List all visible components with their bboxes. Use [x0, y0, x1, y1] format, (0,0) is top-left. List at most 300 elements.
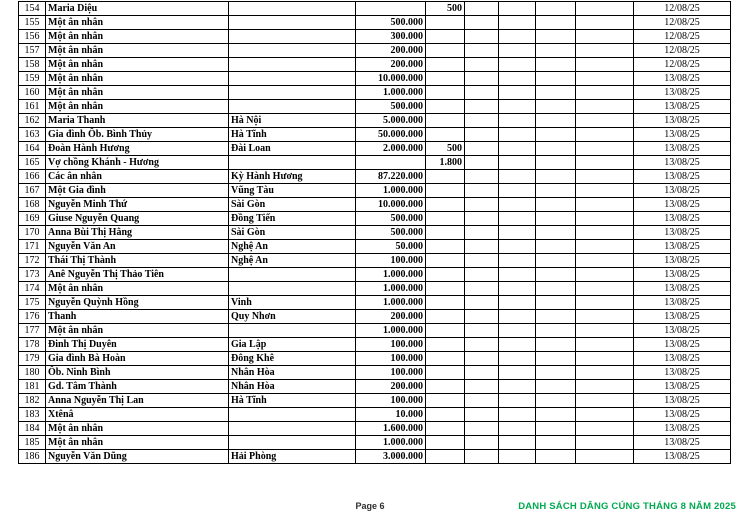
- donor-name-cell: Một Gia đình: [46, 184, 229, 198]
- location-cell: Nghệ An: [229, 254, 356, 268]
- amount-vnd-cell: 200.000: [356, 310, 426, 324]
- row-number-cell: 170: [19, 226, 46, 240]
- row-number-cell: 169: [19, 212, 46, 226]
- empty-cell: [499, 282, 536, 296]
- empty-cell: [536, 310, 576, 324]
- empty-cell: [499, 114, 536, 128]
- amount-usd-cell: [426, 240, 465, 254]
- amount-vnd-cell: 100.000: [356, 352, 426, 366]
- empty-cell: [465, 212, 499, 226]
- empty-cell: [499, 394, 536, 408]
- donor-name-cell: Đoàn Hành Hương: [46, 142, 229, 156]
- empty-cell: [576, 2, 634, 16]
- amount-usd-cell: [426, 58, 465, 72]
- amount-vnd-cell: 200.000: [356, 58, 426, 72]
- amount-vnd-cell: 1.000.000: [356, 184, 426, 198]
- date-cell: 12/08/25: [634, 44, 731, 58]
- empty-cell: [576, 100, 634, 114]
- empty-cell: [536, 114, 576, 128]
- donor-name-cell: Một ân nhân: [46, 436, 229, 450]
- empty-cell: [465, 86, 499, 100]
- row-number-cell: 179: [19, 352, 46, 366]
- donor-name-cell: Một ân nhân: [46, 30, 229, 44]
- amount-usd-cell: [426, 436, 465, 450]
- empty-cell: [576, 254, 634, 268]
- empty-cell: [465, 226, 499, 240]
- date-cell: 13/08/25: [634, 380, 731, 394]
- empty-cell: [576, 450, 634, 464]
- location-cell: [229, 268, 356, 282]
- empty-cell: [499, 450, 536, 464]
- donor-name-cell: Nguyễn Minh Thứ: [46, 198, 229, 212]
- row-number-cell: 178: [19, 338, 46, 352]
- empty-cell: [536, 408, 576, 422]
- empty-cell: [465, 422, 499, 436]
- location-cell: Sài Gòn: [229, 198, 356, 212]
- empty-cell: [576, 128, 634, 142]
- amount-usd-cell: [426, 310, 465, 324]
- empty-cell: [465, 30, 499, 44]
- empty-cell: [536, 422, 576, 436]
- table-row: [19, 16, 731, 30]
- donor-name-cell: Thanh: [46, 310, 229, 324]
- amount-vnd-cell: 500.000: [356, 212, 426, 226]
- empty-cell: [499, 2, 536, 16]
- row-number-cell: 180: [19, 366, 46, 380]
- empty-cell: [536, 184, 576, 198]
- empty-cell: [576, 156, 634, 170]
- row-number-cell: 172: [19, 254, 46, 268]
- date-cell: 13/08/25: [634, 170, 731, 184]
- table-row: [19, 282, 731, 296]
- empty-cell: [576, 436, 634, 450]
- empty-cell: [465, 72, 499, 86]
- donor-name-cell: Một ân nhân: [46, 282, 229, 296]
- donor-name-cell: Một ân nhân: [46, 44, 229, 58]
- location-cell: [229, 408, 356, 422]
- empty-cell: [536, 86, 576, 100]
- donor-name-cell: Gia đình Bà Hoàn: [46, 352, 229, 366]
- date-cell: 13/08/25: [634, 114, 731, 128]
- empty-cell: [499, 128, 536, 142]
- donor-name-cell: Các ân nhân: [46, 170, 229, 184]
- empty-cell: [536, 212, 576, 226]
- date-cell: 13/08/25: [634, 422, 731, 436]
- empty-cell: [465, 2, 499, 16]
- empty-cell: [576, 86, 634, 100]
- empty-cell: [499, 198, 536, 212]
- table-row: [19, 170, 731, 184]
- table-row: [19, 422, 731, 436]
- empty-cell: [536, 380, 576, 394]
- empty-cell: [576, 310, 634, 324]
- empty-cell: [465, 170, 499, 184]
- empty-cell: [576, 352, 634, 366]
- amount-vnd-cell: 87.220.000: [356, 170, 426, 184]
- amount-usd-cell: [426, 296, 465, 310]
- empty-cell: [465, 450, 499, 464]
- empty-cell: [536, 100, 576, 114]
- row-number-cell: 175: [19, 296, 46, 310]
- amount-usd-cell: 500: [426, 2, 465, 16]
- empty-cell: [499, 436, 536, 450]
- location-cell: Sài Gòn: [229, 226, 356, 240]
- empty-cell: [576, 198, 634, 212]
- amount-vnd-cell: 50.000.000: [356, 128, 426, 142]
- date-cell: 13/08/25: [634, 254, 731, 268]
- donor-name-cell: Một ân nhân: [46, 72, 229, 86]
- row-number-cell: 174: [19, 282, 46, 296]
- empty-cell: [576, 72, 634, 86]
- amount-vnd-cell: 100.000: [356, 394, 426, 408]
- date-cell: 13/08/25: [634, 184, 731, 198]
- amount-usd-cell: [426, 212, 465, 226]
- empty-cell: [536, 366, 576, 380]
- date-cell: 13/08/25: [634, 324, 731, 338]
- table-row: [19, 128, 731, 142]
- row-number-cell: 158: [19, 58, 46, 72]
- empty-cell: [536, 240, 576, 254]
- empty-cell: [576, 16, 634, 30]
- amount-vnd-cell: 1.600.000: [356, 422, 426, 436]
- row-number-cell: 159: [19, 72, 46, 86]
- date-cell: 13/08/25: [634, 268, 731, 282]
- amount-vnd-cell: 1.000.000: [356, 296, 426, 310]
- empty-cell: [576, 184, 634, 198]
- date-cell: 13/08/25: [634, 128, 731, 142]
- empty-cell: [499, 338, 536, 352]
- empty-cell: [465, 156, 499, 170]
- donor-name-cell: Gd. Tâm Thành: [46, 380, 229, 394]
- amount-vnd-cell: 1.000.000: [356, 268, 426, 282]
- empty-cell: [576, 380, 634, 394]
- empty-cell: [536, 2, 576, 16]
- empty-cell: [536, 450, 576, 464]
- table-row: [19, 450, 731, 464]
- location-cell: [229, 72, 356, 86]
- empty-cell: [536, 268, 576, 282]
- amount-vnd-cell: 1.000.000: [356, 324, 426, 338]
- empty-cell: [536, 142, 576, 156]
- amount-usd-cell: [426, 100, 465, 114]
- empty-cell: [536, 282, 576, 296]
- table-row: [19, 296, 731, 310]
- row-number-cell: 171: [19, 240, 46, 254]
- amount-vnd-cell: 500.000: [356, 226, 426, 240]
- empty-cell: [499, 352, 536, 366]
- table-row: [19, 324, 731, 338]
- empty-cell: [465, 366, 499, 380]
- date-cell: 13/08/25: [634, 142, 731, 156]
- amount-usd-cell: 500: [426, 142, 465, 156]
- empty-cell: [576, 422, 634, 436]
- empty-cell: [499, 16, 536, 30]
- date-cell: 12/08/25: [634, 58, 731, 72]
- empty-cell: [536, 226, 576, 240]
- empty-cell: [465, 324, 499, 338]
- location-cell: Hà Tĩnh: [229, 128, 356, 142]
- donor-name-cell: Một ân nhân: [46, 86, 229, 100]
- location-cell: [229, 156, 356, 170]
- amount-vnd-cell: 200.000: [356, 380, 426, 394]
- row-number-cell: 162: [19, 114, 46, 128]
- table-row: [19, 30, 731, 44]
- amount-usd-cell: [426, 380, 465, 394]
- donation-table: [18, 1, 731, 464]
- empty-cell: [499, 296, 536, 310]
- location-cell: Kỳ Hành Hương: [229, 170, 356, 184]
- empty-cell: [499, 44, 536, 58]
- empty-cell: [576, 30, 634, 44]
- amount-usd-cell: [426, 282, 465, 296]
- amount-vnd-cell: 100.000: [356, 338, 426, 352]
- empty-cell: [499, 226, 536, 240]
- date-cell: 13/08/25: [634, 408, 731, 422]
- amount-usd-cell: [426, 324, 465, 338]
- row-number-cell: 173: [19, 268, 46, 282]
- date-cell: 13/08/25: [634, 198, 731, 212]
- amount-usd-cell: [426, 268, 465, 282]
- row-number-cell: 165: [19, 156, 46, 170]
- location-cell: [229, 86, 356, 100]
- table-row: [19, 408, 731, 422]
- table-row: [19, 156, 731, 170]
- donor-name-cell: Anê Nguyễn Thị Thảo Tiên: [46, 268, 229, 282]
- row-number-cell: 177: [19, 324, 46, 338]
- row-number-cell: 166: [19, 170, 46, 184]
- donor-name-cell: Thái Thị Thành: [46, 254, 229, 268]
- empty-cell: [576, 142, 634, 156]
- amount-vnd-cell: 5.000.000: [356, 114, 426, 128]
- row-number-cell: 168: [19, 198, 46, 212]
- donor-name-cell: Ôb. Ninh Bình: [46, 366, 229, 380]
- table-row: [19, 184, 731, 198]
- date-cell: 13/08/25: [634, 282, 731, 296]
- empty-cell: [536, 254, 576, 268]
- empty-cell: [576, 114, 634, 128]
- empty-cell: [536, 436, 576, 450]
- empty-cell: [576, 296, 634, 310]
- table-row: [19, 44, 731, 58]
- amount-vnd-cell: 1.000.000: [356, 86, 426, 100]
- row-number-cell: 185: [19, 436, 46, 450]
- amount-usd-cell: [426, 198, 465, 212]
- date-cell: 13/08/25: [634, 394, 731, 408]
- location-cell: [229, 100, 356, 114]
- location-cell: [229, 30, 356, 44]
- empty-cell: [499, 142, 536, 156]
- row-number-cell: 160: [19, 86, 46, 100]
- amount-usd-cell: [426, 72, 465, 86]
- date-cell: 13/08/25: [634, 338, 731, 352]
- empty-cell: [465, 44, 499, 58]
- empty-cell: [465, 282, 499, 296]
- location-cell: [229, 422, 356, 436]
- table-row: [19, 380, 731, 394]
- empty-cell: [499, 254, 536, 268]
- empty-cell: [465, 296, 499, 310]
- table-row: [19, 72, 731, 86]
- empty-cell: [576, 282, 634, 296]
- amount-vnd-cell: 1.000.000: [356, 282, 426, 296]
- empty-cell: [576, 212, 634, 226]
- donor-name-cell: Xtênâ: [46, 408, 229, 422]
- empty-cell: [576, 240, 634, 254]
- empty-cell: [465, 184, 499, 198]
- amount-usd-cell: [426, 422, 465, 436]
- location-cell: [229, 16, 356, 30]
- empty-cell: [499, 268, 536, 282]
- empty-cell: [536, 16, 576, 30]
- table-row: [19, 100, 731, 114]
- row-number-cell: 167: [19, 184, 46, 198]
- amount-vnd-cell: 100.000: [356, 366, 426, 380]
- date-cell: 12/08/25: [634, 2, 731, 16]
- table-row: [19, 114, 731, 128]
- empty-cell: [499, 380, 536, 394]
- amount-vnd-cell: [356, 2, 426, 16]
- table-row: [19, 254, 731, 268]
- row-number-cell: 161: [19, 100, 46, 114]
- table-row: [19, 268, 731, 282]
- amount-vnd-cell: 500.000: [356, 16, 426, 30]
- table-row: [19, 142, 731, 156]
- table-row: [19, 58, 731, 72]
- empty-cell: [465, 198, 499, 212]
- amount-usd-cell: [426, 114, 465, 128]
- empty-cell: [536, 170, 576, 184]
- row-number-cell: 155: [19, 16, 46, 30]
- empty-cell: [465, 114, 499, 128]
- donor-name-cell: Một ân nhân: [46, 422, 229, 436]
- donor-name-cell: Maria Thanh: [46, 114, 229, 128]
- amount-vnd-cell: [356, 156, 426, 170]
- location-cell: [229, 2, 356, 16]
- location-cell: Hải Phòng: [229, 450, 356, 464]
- table-row: [19, 240, 731, 254]
- row-number-cell: 163: [19, 128, 46, 142]
- empty-cell: [465, 338, 499, 352]
- table-row: [19, 86, 731, 100]
- amount-vnd-cell: 3.000.000: [356, 450, 426, 464]
- table-row: [19, 394, 731, 408]
- amount-usd-cell: [426, 128, 465, 142]
- row-number-cell: 176: [19, 310, 46, 324]
- donor-name-cell: Maria Diệu: [46, 2, 229, 16]
- amount-vnd-cell: 200.000: [356, 44, 426, 58]
- donor-name-cell: Nguyễn Văn An: [46, 240, 229, 254]
- amount-usd-cell: [426, 408, 465, 422]
- date-cell: 13/08/25: [634, 156, 731, 170]
- amount-usd-cell: 1.800: [426, 156, 465, 170]
- row-number-cell: 184: [19, 422, 46, 436]
- location-cell: Quy Nhơn: [229, 310, 356, 324]
- donation-table-body: [19, 2, 731, 464]
- location-cell: Vinh: [229, 296, 356, 310]
- amount-usd-cell: [426, 450, 465, 464]
- empty-cell: [465, 240, 499, 254]
- table-row: [19, 338, 731, 352]
- empty-cell: [576, 268, 634, 282]
- amount-usd-cell: [426, 170, 465, 184]
- amount-usd-cell: [426, 394, 465, 408]
- empty-cell: [499, 212, 536, 226]
- empty-cell: [465, 142, 499, 156]
- location-cell: Nhân Hòa: [229, 366, 356, 380]
- empty-cell: [536, 394, 576, 408]
- empty-cell: [536, 156, 576, 170]
- table-row: [19, 436, 731, 450]
- amount-vnd-cell: 10.000: [356, 408, 426, 422]
- table-row: [19, 198, 731, 212]
- empty-cell: [465, 394, 499, 408]
- empty-cell: [465, 254, 499, 268]
- amount-usd-cell: [426, 254, 465, 268]
- empty-cell: [576, 338, 634, 352]
- donor-name-cell: Đinh Thị Duyên: [46, 338, 229, 352]
- empty-cell: [499, 324, 536, 338]
- empty-cell: [465, 58, 499, 72]
- date-cell: 13/08/25: [634, 296, 731, 310]
- empty-cell: [499, 310, 536, 324]
- amount-usd-cell: [426, 352, 465, 366]
- location-cell: Nghệ An: [229, 240, 356, 254]
- date-cell: 13/08/25: [634, 226, 731, 240]
- row-number-cell: 183: [19, 408, 46, 422]
- donor-name-cell: Nguyễn Quỳnh Hồng: [46, 296, 229, 310]
- empty-cell: [499, 100, 536, 114]
- date-cell: 13/08/25: [634, 352, 731, 366]
- date-cell: 13/08/25: [634, 310, 731, 324]
- empty-cell: [499, 366, 536, 380]
- table-row: [19, 212, 731, 226]
- date-cell: 13/08/25: [634, 436, 731, 450]
- document-title: DANH SÁCH DÂNG CÚNG THÁNG 8 NĂM 2025: [518, 501, 736, 512]
- amount-usd-cell: [426, 226, 465, 240]
- empty-cell: [465, 310, 499, 324]
- donor-name-cell: Một ân nhân: [46, 58, 229, 72]
- amount-usd-cell: [426, 366, 465, 380]
- amount-usd-cell: [426, 86, 465, 100]
- empty-cell: [536, 324, 576, 338]
- empty-cell: [465, 100, 499, 114]
- table-row: [19, 2, 731, 16]
- empty-cell: [536, 128, 576, 142]
- empty-cell: [536, 338, 576, 352]
- empty-cell: [499, 422, 536, 436]
- empty-cell: [465, 436, 499, 450]
- date-cell: 13/08/25: [634, 212, 731, 226]
- empty-cell: [576, 44, 634, 58]
- empty-cell: [465, 380, 499, 394]
- amount-vnd-cell: 100.000: [356, 254, 426, 268]
- empty-cell: [499, 170, 536, 184]
- amount-usd-cell: [426, 44, 465, 58]
- amount-vnd-cell: 2.000.000: [356, 142, 426, 156]
- location-cell: [229, 282, 356, 296]
- empty-cell: [465, 352, 499, 366]
- amount-vnd-cell: 500.000: [356, 100, 426, 114]
- empty-cell: [576, 226, 634, 240]
- table-row: [19, 226, 731, 240]
- row-number-cell: 154: [19, 2, 46, 16]
- empty-cell: [499, 408, 536, 422]
- empty-cell: [499, 240, 536, 254]
- empty-cell: [499, 184, 536, 198]
- location-cell: [229, 58, 356, 72]
- empty-cell: [576, 394, 634, 408]
- empty-cell: [536, 58, 576, 72]
